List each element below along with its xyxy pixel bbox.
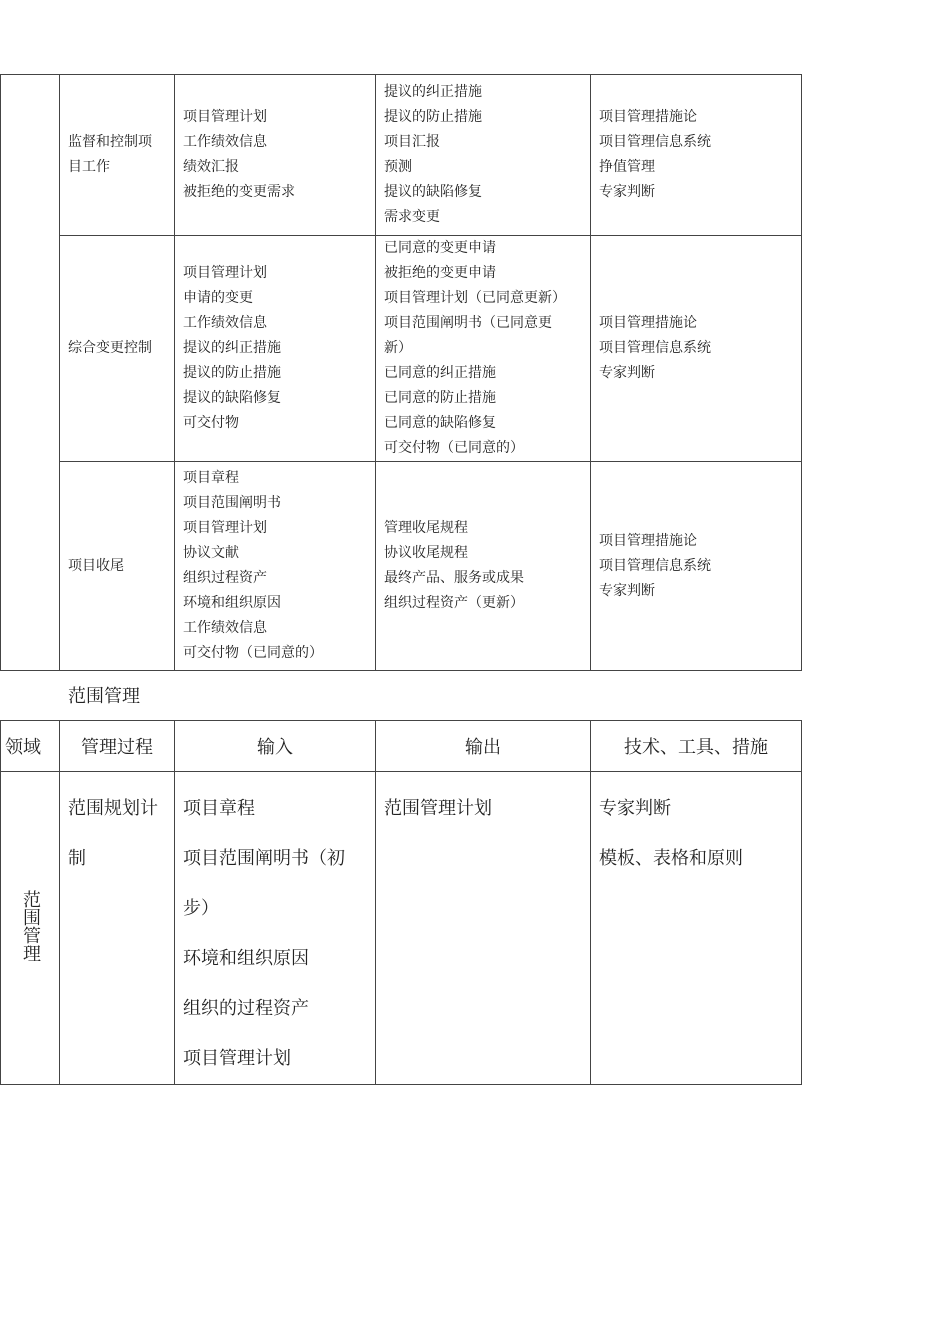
- inputs-cell: [175, 772, 376, 1085]
- input-line: 项目范围阐明书: [183, 495, 281, 511]
- section-title: 范围管理: [68, 686, 140, 707]
- input-line: 环境和组织原因: [183, 595, 281, 611]
- input-line: 步）: [183, 898, 219, 919]
- input-line: 工作绩效信息: [183, 620, 267, 636]
- tools-cell: [591, 236, 802, 462]
- scope-management-table: [0, 720, 802, 1085]
- input-line: 申请的变更: [183, 290, 253, 306]
- input-line: 环境和组织原因: [183, 948, 309, 969]
- output-line: 新）: [384, 340, 412, 356]
- output-line: 需求变更: [384, 209, 440, 225]
- output-line: 预测: [384, 159, 412, 175]
- process-line: 综合变更控制: [68, 340, 152, 356]
- input-line: 项目管理计划: [183, 1048, 291, 1069]
- tool-line: 模板、表格和原则: [599, 848, 743, 869]
- process-line: 制: [68, 848, 86, 869]
- output-line: 协议收尾规程: [384, 545, 468, 561]
- input-line: 项目管理计划: [183, 265, 267, 281]
- tool-line: 项目管理信息系统: [599, 134, 711, 150]
- process-cell: [60, 75, 175, 236]
- input-line: 被拒绝的变更需求: [183, 184, 295, 200]
- input-line: 工作绩效信息: [183, 315, 267, 331]
- process-cell: [60, 772, 175, 1085]
- header-area: 领域: [1, 721, 60, 772]
- input-line: 项目章程: [183, 798, 255, 819]
- input-line: 可交付物（已同意的）: [183, 645, 323, 661]
- output-line: 已同意的防止措施: [384, 390, 496, 406]
- input-line: 协议文献: [183, 545, 239, 561]
- output-line: 项目管理计划（已同意更新）: [384, 290, 566, 306]
- process-line: 目工作: [68, 159, 110, 175]
- tool-line: 项目管理措施论: [599, 532, 697, 549]
- process-cell: [60, 236, 175, 462]
- output-line: 项目汇报: [384, 134, 440, 150]
- input-line: 组织的过程资产: [183, 998, 309, 1019]
- outputs-cell: [376, 462, 591, 671]
- output-line: 最终产品、服务或成果: [384, 570, 524, 586]
- input-line: 提议的缺陷修复: [183, 390, 281, 406]
- inputs-cell: [175, 462, 376, 671]
- process-cell: [60, 462, 175, 671]
- tool-line: 专家判断: [599, 582, 655, 599]
- tool-line: 项目管理信息系统: [599, 557, 711, 574]
- output-line: 管理收尾规程: [384, 520, 468, 536]
- output-line: 提议的纠正措施: [384, 84, 482, 100]
- input-line: 工作绩效信息: [183, 134, 267, 150]
- output-line: 被拒绝的变更申请: [384, 265, 496, 281]
- outputs-cell: [376, 236, 591, 462]
- tool-line: 项目管理措施论: [599, 315, 697, 331]
- outputs-cell: [376, 772, 591, 1085]
- output-line: 提议的防止措施: [384, 109, 482, 125]
- integration-process-table: [0, 74, 802, 671]
- area-cell: [1, 772, 60, 1085]
- area-cell: [1, 75, 60, 671]
- table-row: [1, 75, 802, 236]
- input-line: 组织过程资产: [183, 570, 267, 586]
- input-line: 可交付物: [183, 415, 239, 431]
- table-row: [1, 236, 802, 462]
- tools-cell: [591, 462, 802, 671]
- input-line: 提议的防止措施: [183, 365, 281, 381]
- output-line: 提议的缺陷修复: [384, 184, 482, 200]
- tools-cell: [591, 772, 802, 1085]
- input-line: 项目管理计划: [183, 520, 267, 536]
- input-line: 项目范围阐明书（初: [183, 848, 345, 869]
- inputs-cell: [175, 75, 376, 236]
- table-header-row: [1, 721, 802, 772]
- table-row: [1, 462, 802, 671]
- tool-line: 专家判断: [599, 184, 655, 200]
- process-line: 范围规划计: [68, 798, 158, 819]
- table-row: [1, 772, 802, 1085]
- tools-cell: [591, 75, 802, 236]
- output-line: 范围管理计划: [384, 798, 492, 819]
- outputs-cell: [376, 75, 591, 236]
- output-line: 组织过程资产（更新）: [384, 595, 524, 611]
- header-tools: 技术、工具、措施: [591, 721, 802, 772]
- tool-line: 挣值管理: [599, 159, 655, 175]
- tool-line: 专家判断: [599, 798, 671, 819]
- output-line: 已同意的纠正措施: [384, 365, 496, 381]
- tool-line: 专家判断: [599, 365, 655, 381]
- output-line: 可交付物（已同意的）: [384, 440, 524, 456]
- header-inputs: 输入: [175, 721, 376, 772]
- process-line: 项目收尾: [68, 557, 124, 574]
- process-line: 监督和控制项: [68, 134, 152, 150]
- header-process: 管理过程: [60, 721, 175, 772]
- input-line: 项目管理计划: [183, 109, 267, 125]
- input-line: 项目章程: [183, 470, 239, 486]
- header-outputs: 输出: [376, 721, 591, 772]
- area-label: 范围管理: [20, 889, 41, 962]
- input-line: 绩效汇报: [183, 159, 239, 175]
- tool-line: 项目管理信息系统: [599, 340, 711, 356]
- output-line: 已同意的缺陷修复: [384, 415, 496, 431]
- input-line: 提议的纠正措施: [183, 340, 281, 356]
- tool-line: 项目管理措施论: [599, 109, 697, 125]
- inputs-cell: [175, 236, 376, 462]
- output-line: 项目范围阐明书（已同意更: [384, 315, 552, 331]
- output-line: 已同意的变更申请: [384, 240, 496, 256]
